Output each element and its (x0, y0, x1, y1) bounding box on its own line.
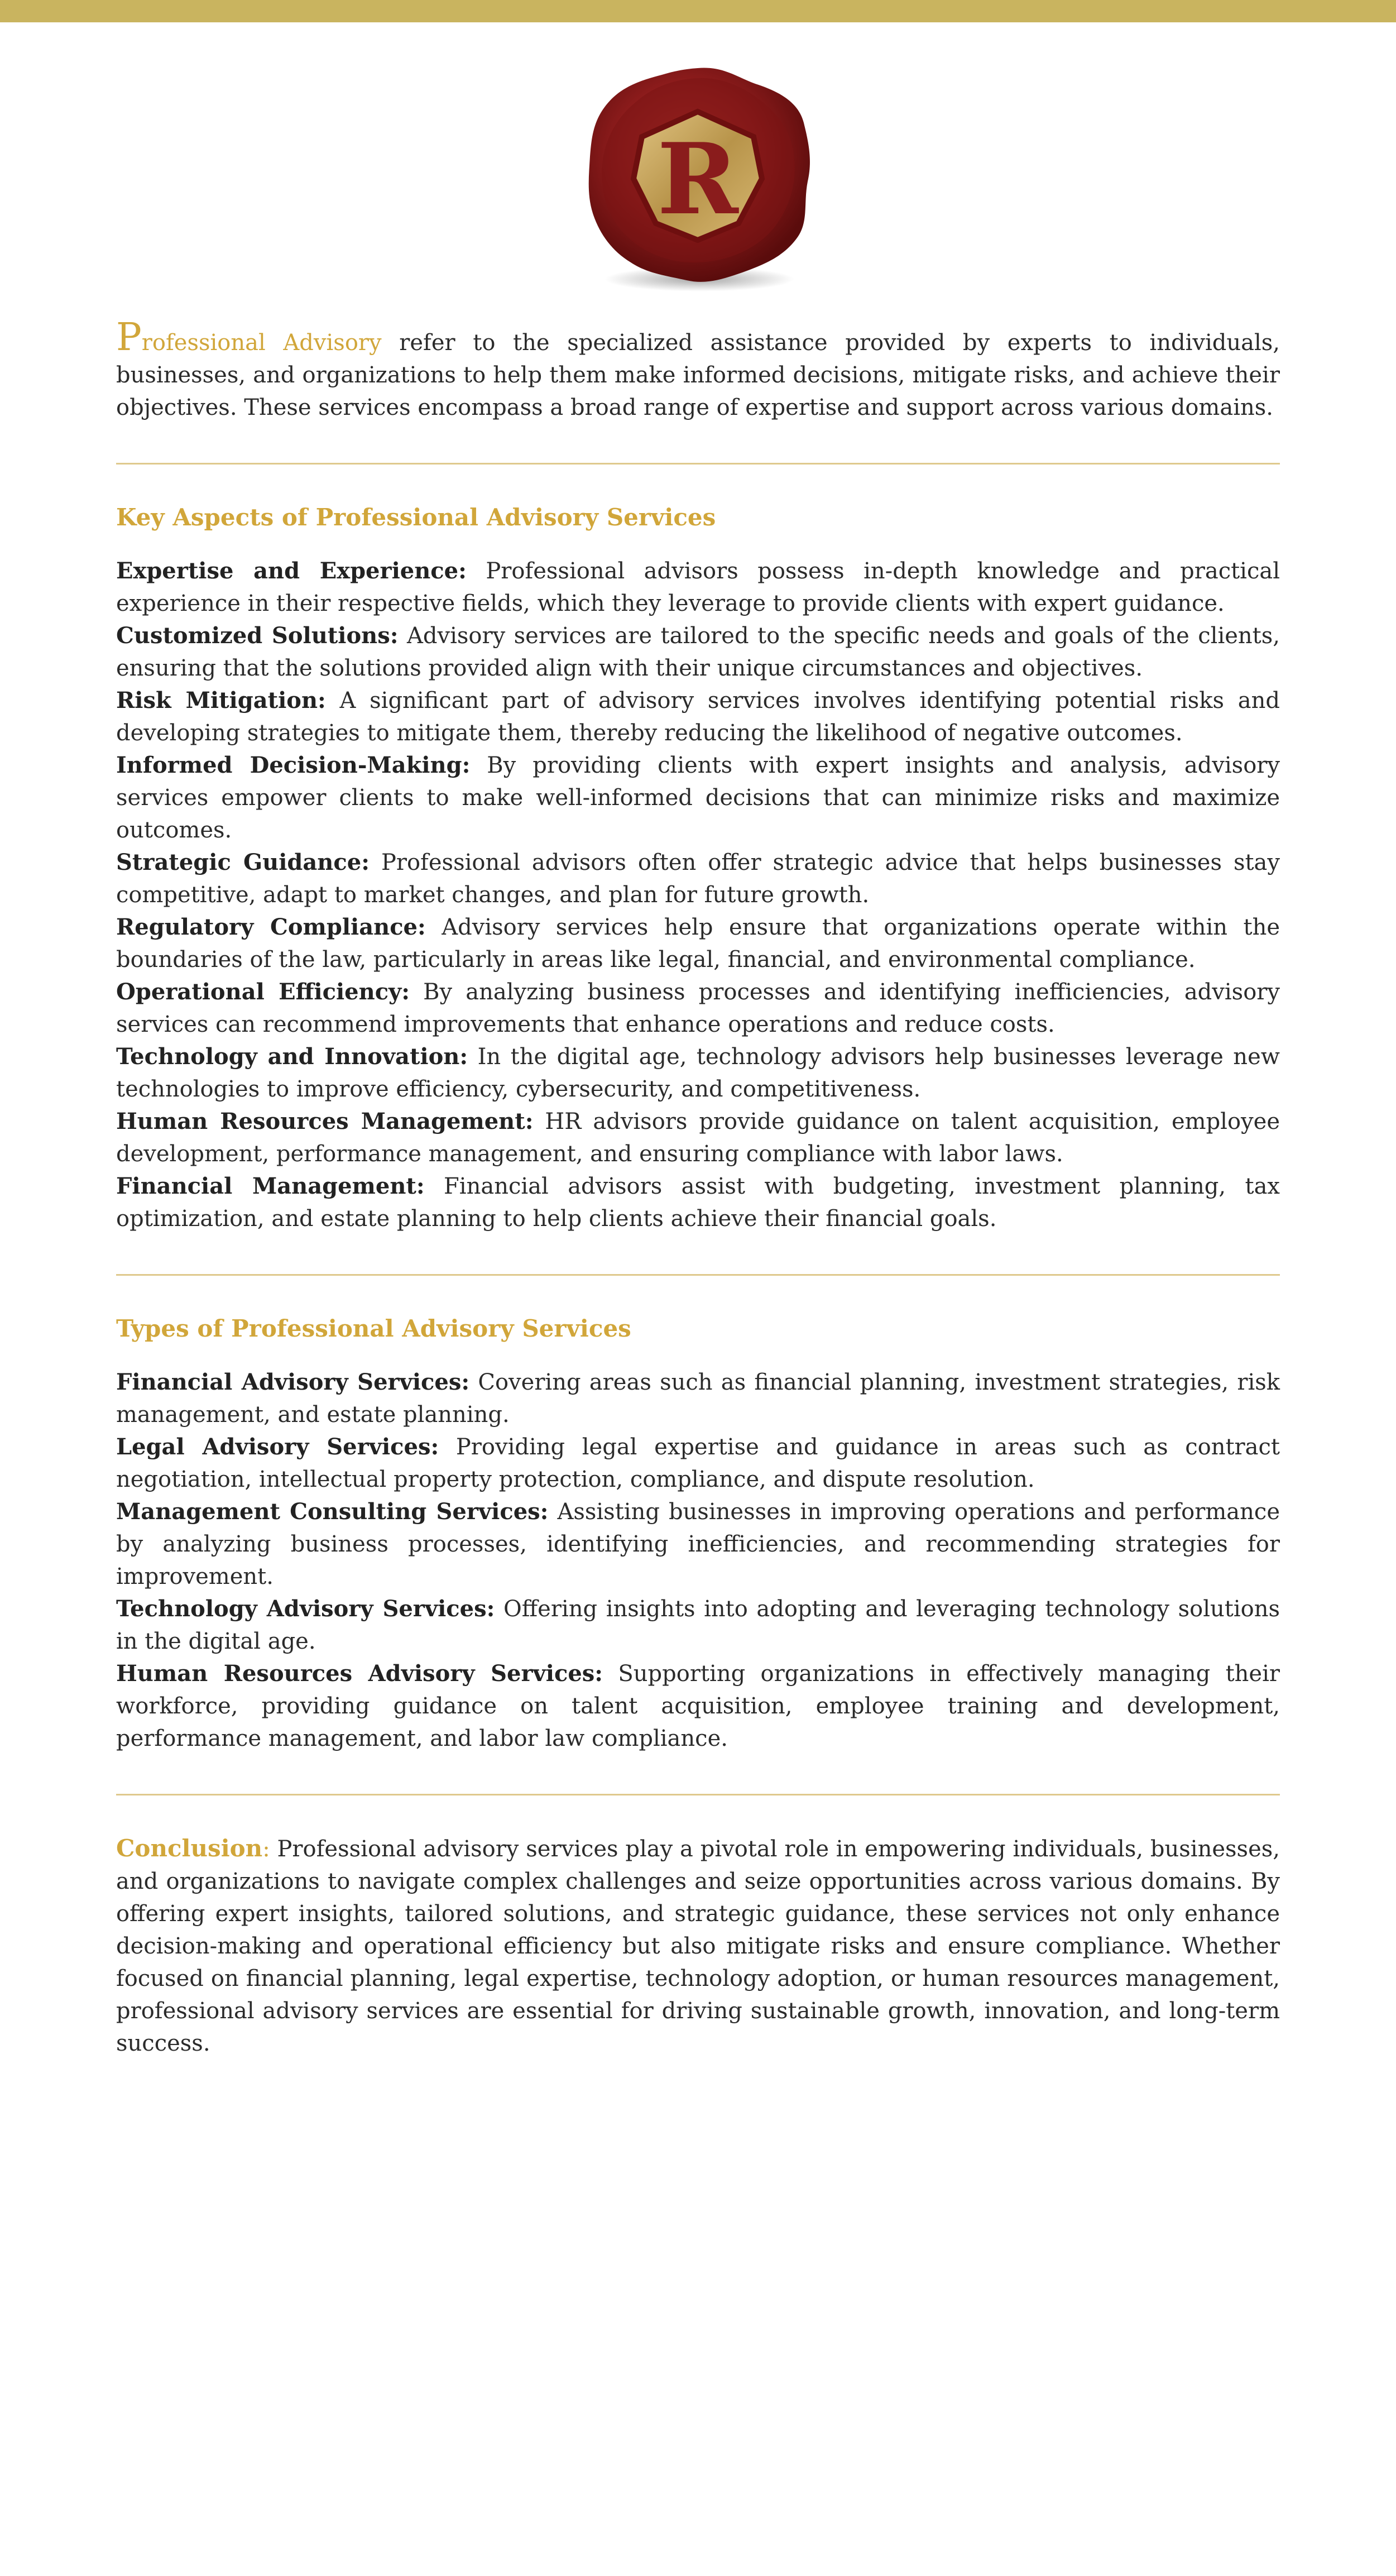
item-text: A significant part of advisory services involves identifying potential risks and developing strategies to mitigate them, thereby reducing the likelihood of negative outcomes. (116, 688, 1280, 746)
svg-text:R: R (657, 122, 738, 237)
divider (116, 1794, 1280, 1795)
item-text: Professional advisors often offer strategic advice that helps businesses stay competitive, adapt to market changes, and plan for future growth. (116, 850, 1280, 908)
item-term: Regulatory Compliance: (116, 914, 426, 940)
item-term: Expertise and Experience: (116, 558, 467, 584)
list-item (116, 684, 1280, 749)
list-item (116, 976, 1280, 1041)
list-item (116, 749, 1280, 846)
divider (116, 463, 1280, 465)
item-text: Financial advisors assist with budgeting, investment planning, tax optimization, and estate planning to help clients achieve their financial goals. (116, 1174, 1280, 1232)
section-title-key-aspects: Key Aspects of Professional Advisory Services (116, 504, 716, 531)
item-text: Advisory services are tailored to the specific needs and goals of the clients, ensuring that the solutions provided align with their unique circumstances and objectives. (116, 623, 1280, 681)
wax-seal-icon (578, 61, 818, 296)
item-text: By analyzing business processes and identifying inefficiencies, advisory services can recommend improvements that enhance operations and reduce costs. (116, 979, 1280, 1037)
types-list (116, 1366, 1280, 1755)
conclusion-text: Professional advisory services play a pivotal role in empowering individuals, businesses, and organizations to navigate complex challenges and seize opportunities across various domains. By offering expert insights, tailored solutions, and strategic guidance, these services not only enhance decision-making and operational efficiency but also mitigate risks and ensure compliance. Whether focused on financial planning, legal expertise, technology adoption, or human resources management, professional advisory services are essential for driving sustainable growth, innovation, and long-term success. (116, 1836, 1280, 2056)
list-item (116, 620, 1280, 684)
item-term: Operational Efficiency: (116, 979, 410, 1005)
intro-text: refer to the specialized assistance provided by experts to individuals, businesses, and organizations to help them make informed decisions, mitigate risks, and achieve their objectives. These services encompass a broad range of expertise and support across various domains. (116, 330, 1280, 420)
item-term: Customized Solutions: (116, 623, 399, 649)
item-term: Technology and Innovation: (116, 1043, 468, 1070)
item-term: Legal Advisory Services: (116, 1434, 439, 1460)
item-text: Covering areas such as financial planning, investment strategies, risk management, and estate planning. (116, 1370, 1280, 1428)
wax-seal-logo (578, 61, 818, 296)
item-text: By providing clients with expert insights and analysis, advisory services empower clients to make well-informed decisions that can minimize risks and maximize outcomes. (116, 753, 1280, 843)
list-item (116, 846, 1280, 911)
item-term: Risk Mitigation: (116, 687, 326, 714)
item-text: HR advisors provide guidance on talent acquisition, employee development, performance management, and ensuring compliance with labor laws. (116, 1109, 1280, 1167)
item-text: Professional advisors possess in-depth knowledge and practical experience in their respective fields, which they leverage to provide clients with expert guidance. (116, 558, 1280, 616)
item-term: Financial Management: (116, 1173, 425, 1199)
intro-highlight: rofessional Advisory (141, 330, 382, 356)
item-term: Technology Advisory Services: (116, 1596, 495, 1622)
drop-cap: P (116, 315, 142, 360)
intro-paragraph (116, 315, 1280, 424)
item-term: Strategic Guidance: (116, 849, 370, 875)
item-term: Informed Decision-Making: (116, 752, 471, 778)
conclusion-paragraph (116, 1832, 1280, 2060)
item-text: Advisory services help ensure that organizations operate within the boundaries of the law, particularly in areas like legal, financial, and environmental compliance. (116, 914, 1280, 973)
list-item (116, 1105, 1280, 1170)
top-accent-bar (0, 0, 1396, 22)
list-item (116, 1496, 1280, 1593)
list-item (116, 555, 1280, 620)
key-aspects-list (116, 555, 1280, 1235)
item-text: Supporting organizations in effectively managing their workforce, providing guidance on talent acquisition, employee training and development, performance management, and labor law compliance. (116, 1661, 1280, 1751)
list-item (116, 911, 1280, 976)
list-item (116, 1593, 1280, 1658)
section-title-types: Types of Professional Advisory Services (116, 1315, 631, 1342)
conclusion-label: Conclusion (116, 1835, 263, 1862)
list-item (116, 1170, 1280, 1235)
item-text: Offering insights into adopting and leveraging technology solutions in the digital age. (116, 1596, 1280, 1654)
item-text: Providing legal expertise and guidance in areas such as contract negotiation, intellectual property protection, compliance, and dispute resolution. (116, 1434, 1280, 1492)
item-text: In the digital age, technology advisors help businesses leverage new technologies to improve efficiency, cybersecurity, and competitiveness. (116, 1044, 1280, 1102)
item-term: Financial Advisory Services: (116, 1369, 470, 1395)
item-term: Human Resources Management: (116, 1108, 534, 1134)
item-term: Management Consulting Services: (116, 1498, 549, 1525)
document-body (116, 315, 1280, 2060)
list-item (116, 1041, 1280, 1105)
list-item (116, 1431, 1280, 1496)
conclusion-separator: : (262, 1836, 270, 1862)
divider (116, 1274, 1280, 1276)
list-item (116, 1366, 1280, 1431)
list-item (116, 1658, 1280, 1755)
item-text: Assisting businesses in improving operations and performance by analyzing business processes, identifying inefficiencies, and recommending strategies for improvement. (116, 1499, 1280, 1589)
item-term: Human Resources Advisory Services: (116, 1660, 603, 1687)
